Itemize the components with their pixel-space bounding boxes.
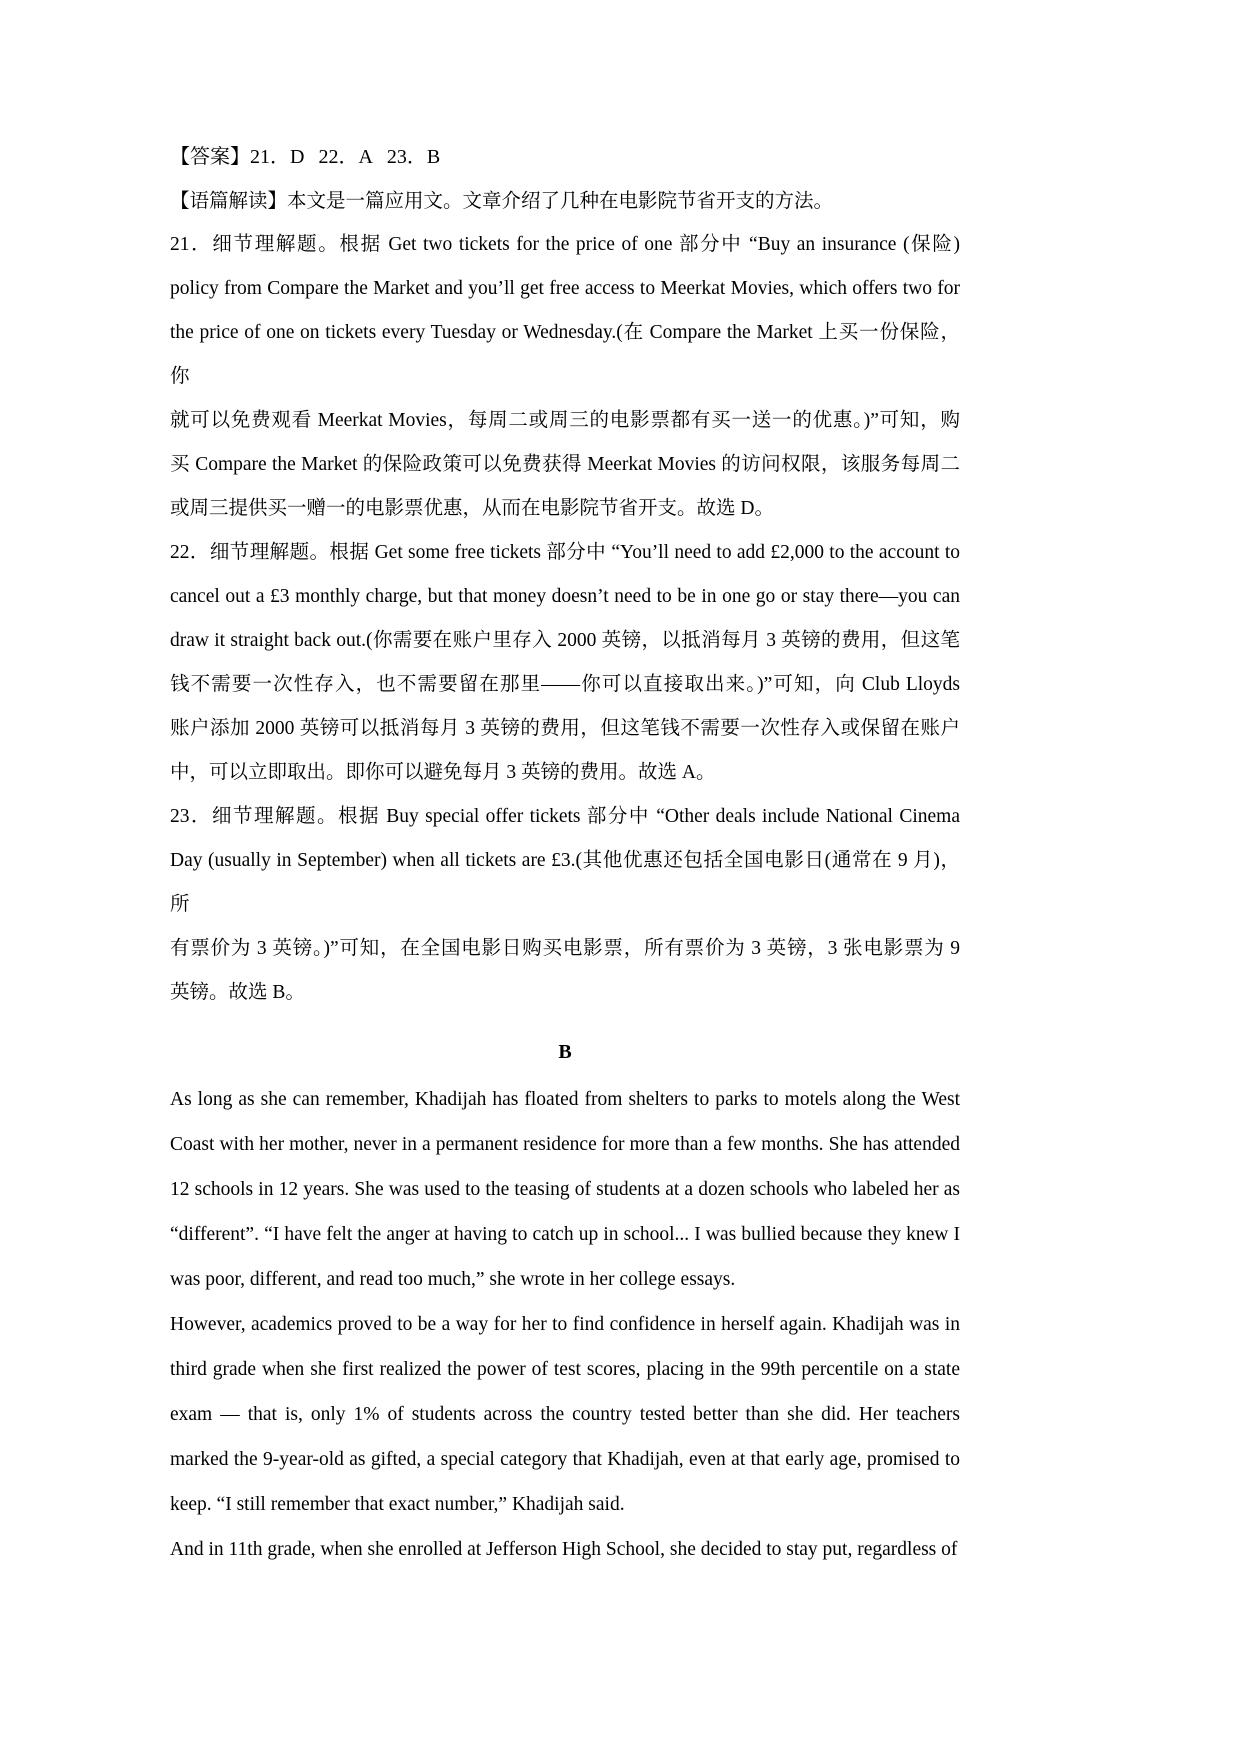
answer-item-23-choice: B xyxy=(426,146,441,168)
explanation-22-line-4: 钱不需要一次性存入，也不需要留在那里——你可以直接取出来。)”可知，向 Club Lloyds xyxy=(170,674,960,695)
passage-p2-line-2: third grade when she first realized the power of test scores, placing in the 99th percentile on a state xyxy=(170,1359,960,1380)
answer-item-21-choice: D xyxy=(290,146,305,168)
passage-p3-line-1: And in 11th grade, when she enrolled at Jefferson High School, she decided to stay put, regardless of xyxy=(170,1539,958,1560)
explanation-22-line-5: 账户添加 2000 英镑可以抵消每月 3 英镑的费用，但这笔钱不需要一次性存入或保留在账户 xyxy=(170,718,960,739)
passage-p1-line-1: As long as she can remember, Khadijah has floated from shelters to parks to motels along the West xyxy=(170,1089,960,1110)
answer-item-22-number: 22． xyxy=(318,146,359,168)
section-b-passage xyxy=(170,1077,960,1572)
explanation-23-line-1: 23．细节理解题。根据 Buy special offer tickets 部分中 “Other deals include National Cinema xyxy=(170,806,960,827)
explanation-23-line-3: 有票价为 3 英镑。)”可知，在全国电影日购买电影票，所有票价为 3 英镑，3 张电影票为 9 xyxy=(170,938,960,959)
passage-p2-line-4: marked the 9-year-old as gifted, a special category that Khadijah, even at that early age, promised to xyxy=(170,1449,960,1470)
explanation-22 xyxy=(170,531,960,795)
passage-p2-line-1: However, academics proved to be a way for her to find confidence in herself again. Khadijah was in xyxy=(170,1314,960,1335)
passage-p1-line-4: “different”. “I have felt the anger at having to catch up in school... I was bullied because they knew I xyxy=(170,1224,960,1245)
explanation-21-line-1: 21．细节理解题。根据 Get two tickets for the price of one 部分中 “Buy an insurance (保险) xyxy=(170,234,960,255)
passage-analysis-line xyxy=(170,181,960,223)
explanation-21 xyxy=(170,223,960,531)
passage-analysis-label: 【语篇解读】 xyxy=(170,191,288,212)
page-content xyxy=(170,135,960,1572)
passage-analysis-text: 本文是一篇应用文。文章介绍了几种在电影院节省开支的方法。 xyxy=(287,191,834,212)
explanation-22-line-1: 22．细节理解题。根据 Get some free tickets 部分中 “You’ll need to add £2,000 to the account to xyxy=(170,542,960,563)
explanation-23-line-2: Day (usually in September) when all tickets are £3.(其他优惠还包括全国电影日(通常在 9 月)，所 xyxy=(170,850,960,915)
explanation-22-line-3: draw it straight back out.(你需要在账户里存入 2000 英镑，以抵消每月 3 英镑的费用，但这笔 xyxy=(170,630,960,651)
answer-key-line xyxy=(170,135,960,179)
answer-item-21-number: 21． xyxy=(250,146,290,168)
answer-key-label: 【答案】 xyxy=(170,146,250,168)
explanation-21-line-5: 买 Compare the Market 的保险政策可以免费获得 Meerkat Movies 的访问权限，该服务每周二 xyxy=(170,454,960,475)
passage-p1-line-3: 12 schools in 12 years. She was used to the teasing of students at a dozen schools who labeled her as xyxy=(170,1179,960,1200)
passage-p1-line-5: was poor, different, and read too much,” she wrote in her college essays. xyxy=(170,1269,736,1290)
explanation-21-line-2: policy from Compare the Market and you’ll get free access to Meerkat Movies, which offers two for xyxy=(170,278,960,299)
explanation-22-line-2: cancel out a £3 monthly charge, but that money doesn’t need to be in one go or stay there—you can xyxy=(170,586,960,607)
explanation-21-line-6: 或周三提供买一赠一的电影票优惠，从而在电影院节省开支。故选 D。 xyxy=(170,498,774,519)
passage-p2-line-3: exam — that is, only 1% of students across the country tested better than she did. Her teachers xyxy=(170,1404,960,1425)
explanation-23 xyxy=(170,795,960,1015)
answer-item-23-number: 23． xyxy=(386,146,427,168)
section-b-letter: B xyxy=(558,1041,572,1063)
explanation-21-line-4: 就可以免费观看 Meerkat Movies，每周二或周三的电影票都有买一送一的优惠。)”可知，购 xyxy=(170,410,960,431)
passage-p1-line-2: Coast with her mother, never in a permanent residence for more than a few months. She has attended xyxy=(170,1134,960,1155)
answer-item-22-choice: A xyxy=(358,146,373,168)
passage-p2-line-5: keep. “I still remember that exact number,” Khadijah said. xyxy=(170,1494,625,1515)
passage-paragraph-1 xyxy=(170,1077,960,1302)
explanation-23-line-4: 英镑。故选 B。 xyxy=(170,982,305,1003)
explanation-21-line-3: the price of one on tickets every Tuesday or Wednesday.(在 Compare the Market 上买一份保险，你 xyxy=(170,322,960,387)
explanation-22-line-6: 中，可以立即取出。即你可以避免每月 3 英镑的费用。故选 A。 xyxy=(170,762,716,783)
passage-paragraph-3 xyxy=(170,1527,960,1572)
passage-paragraph-2 xyxy=(170,1302,960,1527)
